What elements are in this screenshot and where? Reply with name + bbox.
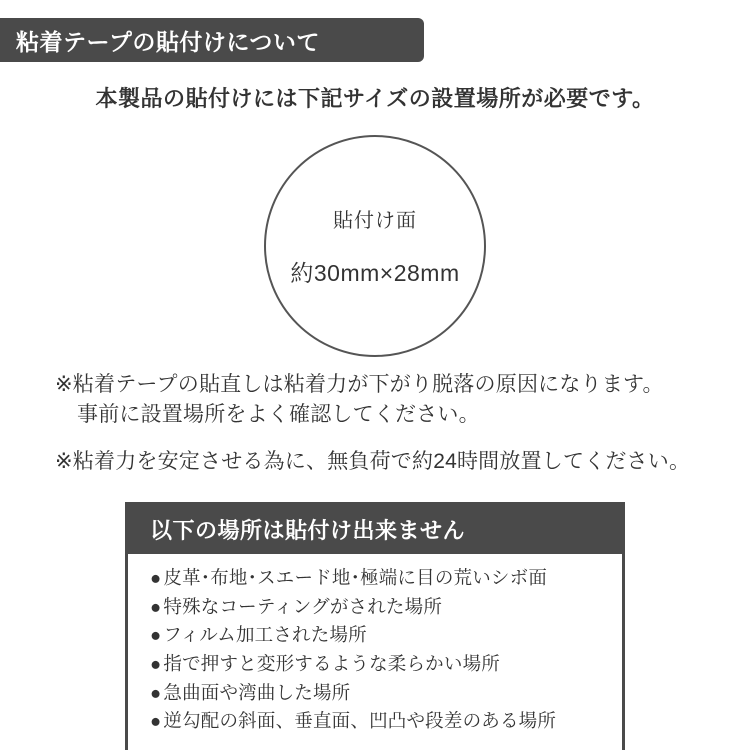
bullet-icon: ●: [150, 653, 162, 675]
bullet-icon: ●: [150, 624, 162, 646]
prohibited-list: [128, 554, 622, 750]
prohibited-heading: 以下の場所は貼付け出来ません: [128, 505, 622, 554]
list-item-label: 逆勾配の斜面、垂直面、凹凸や段差のある場所: [163, 710, 557, 732]
note-item: [55, 370, 695, 431]
adhesive-area-diagram: [264, 135, 486, 357]
list-item: [150, 564, 622, 593]
bullet-icon: ●: [150, 681, 162, 703]
circle-size-value: 約30mm×28mm: [290, 260, 460, 286]
bullet-icon: ●: [150, 710, 162, 732]
list-item-label: 急曲面や湾曲した場所: [163, 681, 351, 703]
circle-shape: [264, 135, 486, 357]
list-item-label: フィルム加工された場所: [163, 624, 367, 646]
bullet-icon: ●: [150, 567, 162, 588]
note-line-1: ※粘着力を安定させる為に、無負荷で約24時間放置してください。: [55, 449, 691, 473]
prohibited-surfaces-box: [125, 502, 625, 750]
circle-label: 貼付け面: [333, 210, 417, 232]
notes-section: [55, 370, 695, 493]
list-item: [150, 621, 622, 650]
list-item-label: 皮革･布地･スエード地･極端に目の荒いシボ面: [163, 567, 548, 588]
list-item: [150, 679, 622, 708]
note-item: [55, 447, 695, 477]
list-item-label: 指で押すと変形するような柔らかい場所: [163, 653, 500, 675]
page-title: 粘着テープの貼付けについて: [16, 28, 320, 55]
lead-text: 本製品の貼付けには下記サイズの設置場所が必要です。: [95, 86, 655, 111]
bullet-icon: ●: [150, 595, 162, 617]
list-item: [150, 593, 622, 622]
list-item: [150, 707, 622, 736]
section-header-bar: [0, 18, 424, 62]
list-item: [150, 650, 622, 679]
list-item-label: 特殊なコーティングがされた場所: [163, 595, 443, 617]
note-line-2: 事前に設置場所をよく確認してください。: [77, 403, 480, 427]
note-line-1: ※粘着テープの貼直しは粘着力が下がり脱落の原因になります。: [55, 373, 664, 396]
